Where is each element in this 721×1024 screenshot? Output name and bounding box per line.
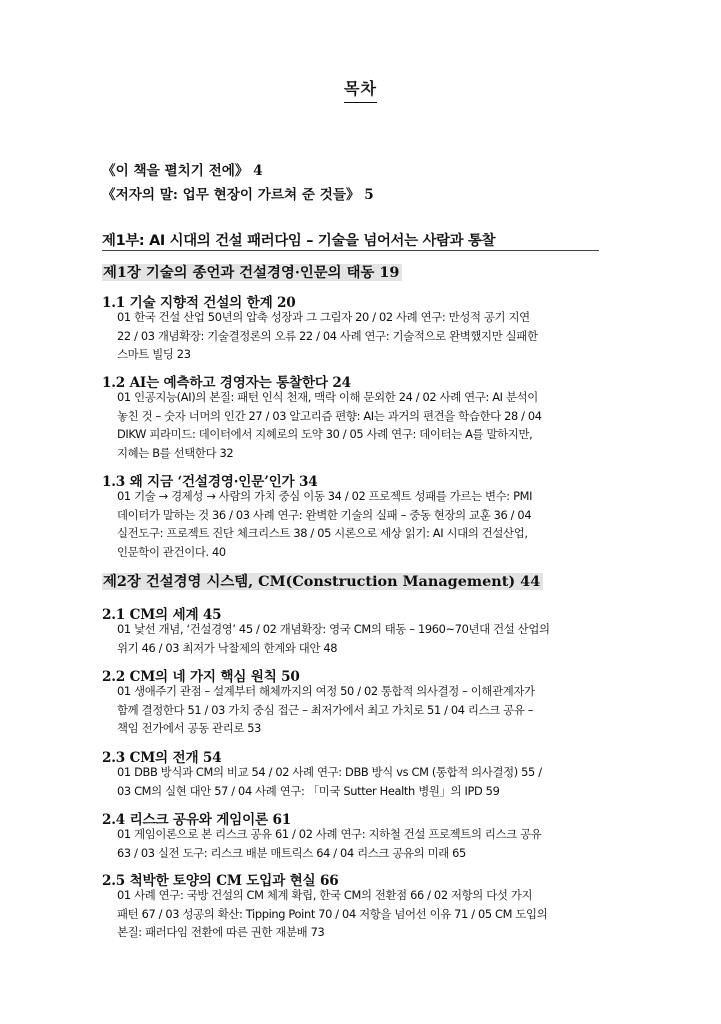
description-line: 01 게임이론으로 본 리스크 공유 61 / 02 사례 연구: 지하철 건설 프로젝트의 리스크 공유 (117, 827, 542, 841)
description-line: 01 생애주기 관점 – 설계부터 해체까지의 여정 50 / 02 통합적 의사결정 – 이해관계자가 (117, 684, 535, 698)
section-heading-2-1[interactable]: 2.1 CM의 세계 45 (102, 607, 222, 623)
part-divider (102, 250, 599, 251)
description-line: 함께 결정한다 51 / 03 가치 중심 접근 – 최저가에서 최고 가치로 51 / 04 리스크 공유 – (117, 702, 534, 717)
description-line: 03 CM의 실현 대안 57 / 04 사례 연구: 「미국 Sutter Health 병원」의 IPD 59 (117, 783, 500, 798)
section-description-2-2 (117, 682, 597, 738)
description-line: DIKW 피라미드: 데이터에서 지혜로의 도약 30 / 05 사례 연구: 데이터는 A를 말하지만, (117, 427, 533, 441)
description-line: 데이터가 말하는 것 36 / 03 사례 연구: 완벽한 기술의 실패 – 중동 현장의 교훈 36 / 04 (117, 507, 532, 522)
description-line: 01 인공지능(AI)의 본질: 패턴 인식 천재, 맥락 이해 문외한 24 / 02 사례 연구: AI 분석이 (117, 390, 538, 404)
section-heading-2-3[interactable]: 2.3 CM의 전개 54 (102, 750, 222, 766)
section-heading-2-4[interactable]: 2.4 리스크 공유와 게임이론 61 (102, 812, 292, 828)
section-description-1-3 (117, 487, 597, 561)
section-description-1-2 (117, 388, 597, 462)
front-matter-item-preface[interactable]: 《이 책을 펼치기 전에》 4 (102, 163, 263, 179)
front-matter-item-author-note[interactable]: 《저자의 말: 업무 현장이 가르쳐 준 것들》 5 (102, 187, 374, 203)
description-line: 22 / 03 개념확장: 기술결정론의 오류 22 / 04 사례 연구: 기술적으로 완벽했지만 실패한 (117, 328, 538, 343)
section-heading-2-2[interactable]: 2.2 CM의 네 가지 핵심 원칙 50 (102, 669, 300, 685)
description-line: 스마트 빌딩 23 (117, 347, 191, 361)
description-line: 01 낯선 개념, ‘건설경영’ 45 / 02 개념확장: 영국 CM의 태동 – 1960~70년대 건설 산업의 (117, 622, 550, 636)
description-line: 01 한국 건설 산업 50년의 압축 성장과 그 그림자 20 / 02 사례 연구: 만성적 공기 지연 (117, 310, 530, 324)
section-description-1-1 (117, 308, 597, 364)
section-heading-1-1[interactable]: 1.1 기술 지향적 건설의 한계 20 (102, 295, 296, 311)
description-line: 실전도구: 프로젝트 진단 체크리스트 38 / 05 시론으로 세상 읽기: AI 시대의 건설산업, (117, 526, 528, 540)
description-line: 책임 전가에서 공동 관리로 53 (117, 721, 262, 735)
section-description-2-5 (117, 886, 597, 942)
section-description-2-4 (117, 825, 597, 862)
description-line: 위기 46 / 03 최저가 낙찰제의 한계와 대안 48 (117, 640, 338, 655)
chapter-heading-2[interactable] (102, 571, 543, 593)
section-heading-2-5[interactable]: 2.5 척박한 토양의 CM 도입과 현실 66 (102, 873, 339, 889)
description-line: 지혜는 B를 선택한다 32 (117, 445, 234, 460)
section-heading-1-3[interactable]: 1.3 왜 지금 ‘건설경영·인문’인가 34 (102, 474, 318, 490)
description-line: 01 기술 → 경제성 → 사람의 가치 중심 이동 34 / 02 프로젝트 성패를 가르는 변수: PMI (117, 489, 533, 503)
section-heading-1-2[interactable]: 1.2 AI는 예측하고 경영자는 통찰한다 24 (102, 375, 351, 391)
chapter-heading-1[interactable] (102, 262, 402, 284)
description-line: 01 DBB 방식과 CM의 비교 54 / 02 사례 연구: DBB 방식 vs CM (통합적 의사결정) 55 / (117, 765, 542, 779)
part-title[interactable]: 제1부: AI 시대의 건설 패러다임 – 기술을 넘어서는 사람과 통찰 (102, 233, 496, 249)
description-line: 인문학이 관건이다. 40 (117, 544, 226, 559)
description-line: 놓친 것 – 숫자 너머의 인간 27 / 03 알고리즘 편향: AI는 과거의 편견을 학습한다 28 / 04 (117, 408, 542, 423)
chapter-title: 제2장 건설경영 시스템, CM(Construction Management) 44 (102, 573, 543, 590)
section-description-2-3 (117, 763, 597, 800)
description-line: 63 / 03 실전 도구: 리스크 배분 매트릭스 64 / 04 리스크 공유의 미래 65 (117, 845, 466, 860)
description-line: 패턴 67 / 03 성공의 확산: Tipping Point 70 / 04 저항을 넘어선 이유 71 / 05 CM 도입의 (117, 906, 548, 921)
toc-title: 목차 (0, 76, 721, 103)
description-line: 본질: 패러다임 전환에 따른 권한 재분배 73 (117, 925, 325, 939)
section-description-2-1 (117, 620, 597, 657)
description-line: 01 사례 연구: 국방 건설의 CM 체계 확립, 한국 CM의 전환점 66 / 02 저항의 다섯 가지 (117, 888, 533, 902)
chapter-title: 제1장 기술의 종언과 건설경영·인문의 태동 19 (102, 264, 402, 281)
